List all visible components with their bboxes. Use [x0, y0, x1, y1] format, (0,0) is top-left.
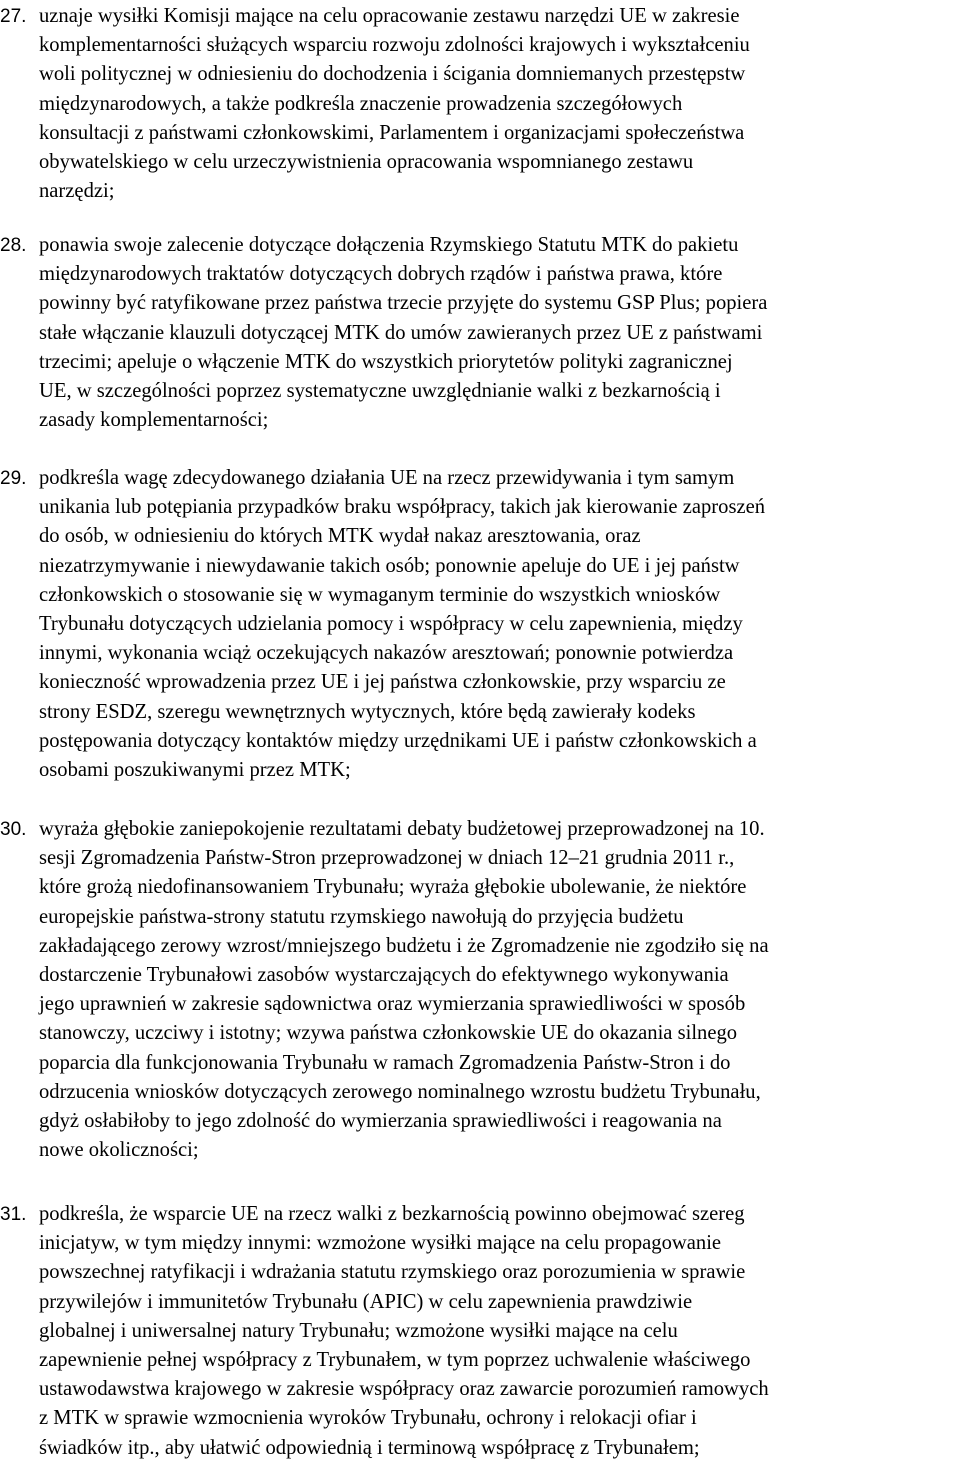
text-line: woli politycznej w odniesieniu do dochodzenia i ścigania domniemanych przestępstw — [39, 63, 746, 86]
text-line: odrzucenia wniosków dotyczących zerowego nominalnego wzrostu budżetu Trybunału, — [39, 1080, 761, 1103]
text-line: z MTK w sprawie wzmocnienia wyroków Trybunału, ochrony i relokacji ofiar i — [39, 1407, 697, 1430]
text-line: uznaje wysiłki Komisji mające na celu opracowanie zestawu narzędzi UE w zakresie — [39, 5, 740, 27]
text-line: członkowskich o stosowanie się w wymaganym terminie do wszystkich wniosków — [39, 583, 721, 606]
text-line: międzynarodowych, a także podkreśla znaczenie prowadzenia szczegółowych — [39, 92, 683, 115]
text-line: do osób, w odniesieniu do których MTK wydał nakaz aresztowania, oraz — [39, 525, 641, 548]
text-line: inicjatyw, w tym między innymi: wzmożone wysiłki mające na celu propagowanie — [39, 1232, 722, 1255]
text-line: zasady komplementarności; — [39, 409, 269, 432]
paragraph-number: 31. — [0, 1204, 27, 1225]
text-line: przywilejów i immunitetów Trybunału (APIC) w celu zapewnienia prawdziwie — [39, 1290, 693, 1313]
text-line: powinny być ratyfikowane przez państwa trzecie przyjęte do systemu GSP Plus; popiera — [39, 292, 768, 315]
paragraph-text — [39, 231, 955, 435]
text-line: konsultacji z państwami członkowskimi, Parlamentem i organizacjami społeczeństwa — [39, 121, 745, 144]
text-line: wyraża głębokie zaniepokojenie rezultatami debaty budżetowej przeprowadzonej na 10. — [39, 818, 765, 840]
text-line: sesji Zgromadzenia Państw-Stron przeprowadzonej w dniach 12–21 grudnia 2011 r., — [39, 847, 735, 870]
paragraph-text — [39, 464, 955, 785]
text-line: globalnej i uniwersalnej natury Trybunału; wzmożone wysiłki mające na celu — [39, 1319, 678, 1342]
text-line: innymi, wykonania wciąż oczekujących nakazów aresztowań; ponownie potwierdza — [39, 642, 734, 665]
text-line: UE, w szczególności poprzez systematyczne uwzględnianie walki z bezkarnością i — [39, 379, 721, 402]
paragraph-number: 30. — [0, 819, 27, 840]
paragraph-number: 29. — [0, 468, 27, 489]
text-line: narzędzi; — [39, 180, 115, 203]
text-line: Trybunału dotyczących udzielania pomocy i współpracy w celu zapewnienia, między — [39, 612, 743, 635]
text-line: podkreśla, że wsparcie UE na rzecz walki z bezkarnością powinno obejmować szereg — [39, 1203, 745, 1225]
text-line: unikania lub potępiania przypadków braku współpracy, takich jak kierowanie zaproszeń — [39, 496, 766, 519]
text-line: stałe włączanie klauzuli dotyczącej MTK do umów zawieranych przez UE z państwami — [39, 321, 763, 344]
text-line: stanowczy, uczciwy i istotny; wzywa państwa członkowskie UE do okazania silnego — [39, 1022, 738, 1045]
paragraph-number: 28. — [0, 235, 27, 256]
text-line: jego uprawnień w zakresie sądownictwa oraz wymierzania sprawiedliwości w sposób — [39, 993, 746, 1016]
paragraph-text — [39, 1200, 955, 1463]
text-line: zapewnienie pełnej współpracy z Trybunałem, w tym poprzez uchwalenie właściwego — [39, 1348, 751, 1371]
text-line: dostarczenie Trybunałowi zasobów wystarczających do efektywnego wykonywania — [39, 963, 729, 986]
text-line: osobami poszukiwanymi przez MTK; — [39, 758, 351, 781]
text-line: gdyż osłabiłoby to jego zdolność do wymierzania sprawiedliwości i reagowania na — [39, 1109, 722, 1132]
text-line: ponawia swoje zalecenie dotyczące dołączenia Rzymskiego Statutu MTK do pakietu — [39, 234, 739, 256]
text-line: strony ESDZ, szeregu wewnętrznych wytycznych, które będą zawierały kodeks — [39, 700, 696, 723]
text-line: międzynarodowych traktatów dotyczących dobrych rządów i państwa prawa, które — [39, 263, 723, 286]
text-line: europejskie państwa-strony statutu rzymskiego nawołują do przyjęcia budżetu — [39, 905, 684, 928]
text-line: które grożą niedofinansowaniem Trybunału; wyraża głębokie ubolewanie, że niektóre — [39, 876, 747, 899]
text-line: zakładającego zerowy wzrost/mniejszego budżetu i że Zgromadzenie nie zgodziło się na — [39, 934, 769, 957]
text-line: obywatelskiego w celu urzeczywistnienia opracowania wspomnianego zestawu — [39, 150, 694, 173]
paragraph-text — [39, 815, 955, 1165]
text-line: nowe okoliczności; — [39, 1139, 199, 1162]
text-line: poparcia dla funkcjonowania Trybunału w ramach Zgromadzenia Państw-Stron i do — [39, 1051, 731, 1074]
text-line: komplementarności służących wsparciu rozwoju zdolności krajowych i wykształceniu — [39, 34, 750, 57]
text-line: powszechnej ratyfikacji i wdrażania statutu rzymskiego oraz porozumienia w sprawie — [39, 1261, 746, 1284]
text-line: ustawodawstwa krajowego w zakresie współpracy oraz zawarcie porozumień ramowych — [39, 1378, 769, 1401]
text-line: podkreśla wagę zdecydowanego działania UE na rzecz przewidywania i tym samym — [39, 467, 735, 489]
text-line: świadków itp., aby ułatwić odpowiednią i terminową współpracę z Trybunałem; — [39, 1436, 700, 1459]
text-line: trzecimi; apeluje o włączenie MTK do wszystkich priorytetów polityki zagranicznej — [39, 350, 733, 373]
text-line: niezatrzymywanie i niewydawanie takich osób; ponownie apeluje do UE i jej państw — [39, 554, 740, 577]
paragraph-number: 27. — [0, 6, 27, 27]
text-line: postępowania dotyczący kontaktów między urzędnikami UE i państw członkowskich a — [39, 729, 757, 752]
text-line: konieczność wprowadzenia przez UE i jej państwa członkowskie, przy wsparciu ze — [39, 671, 726, 694]
paragraph-text — [39, 2, 955, 206]
